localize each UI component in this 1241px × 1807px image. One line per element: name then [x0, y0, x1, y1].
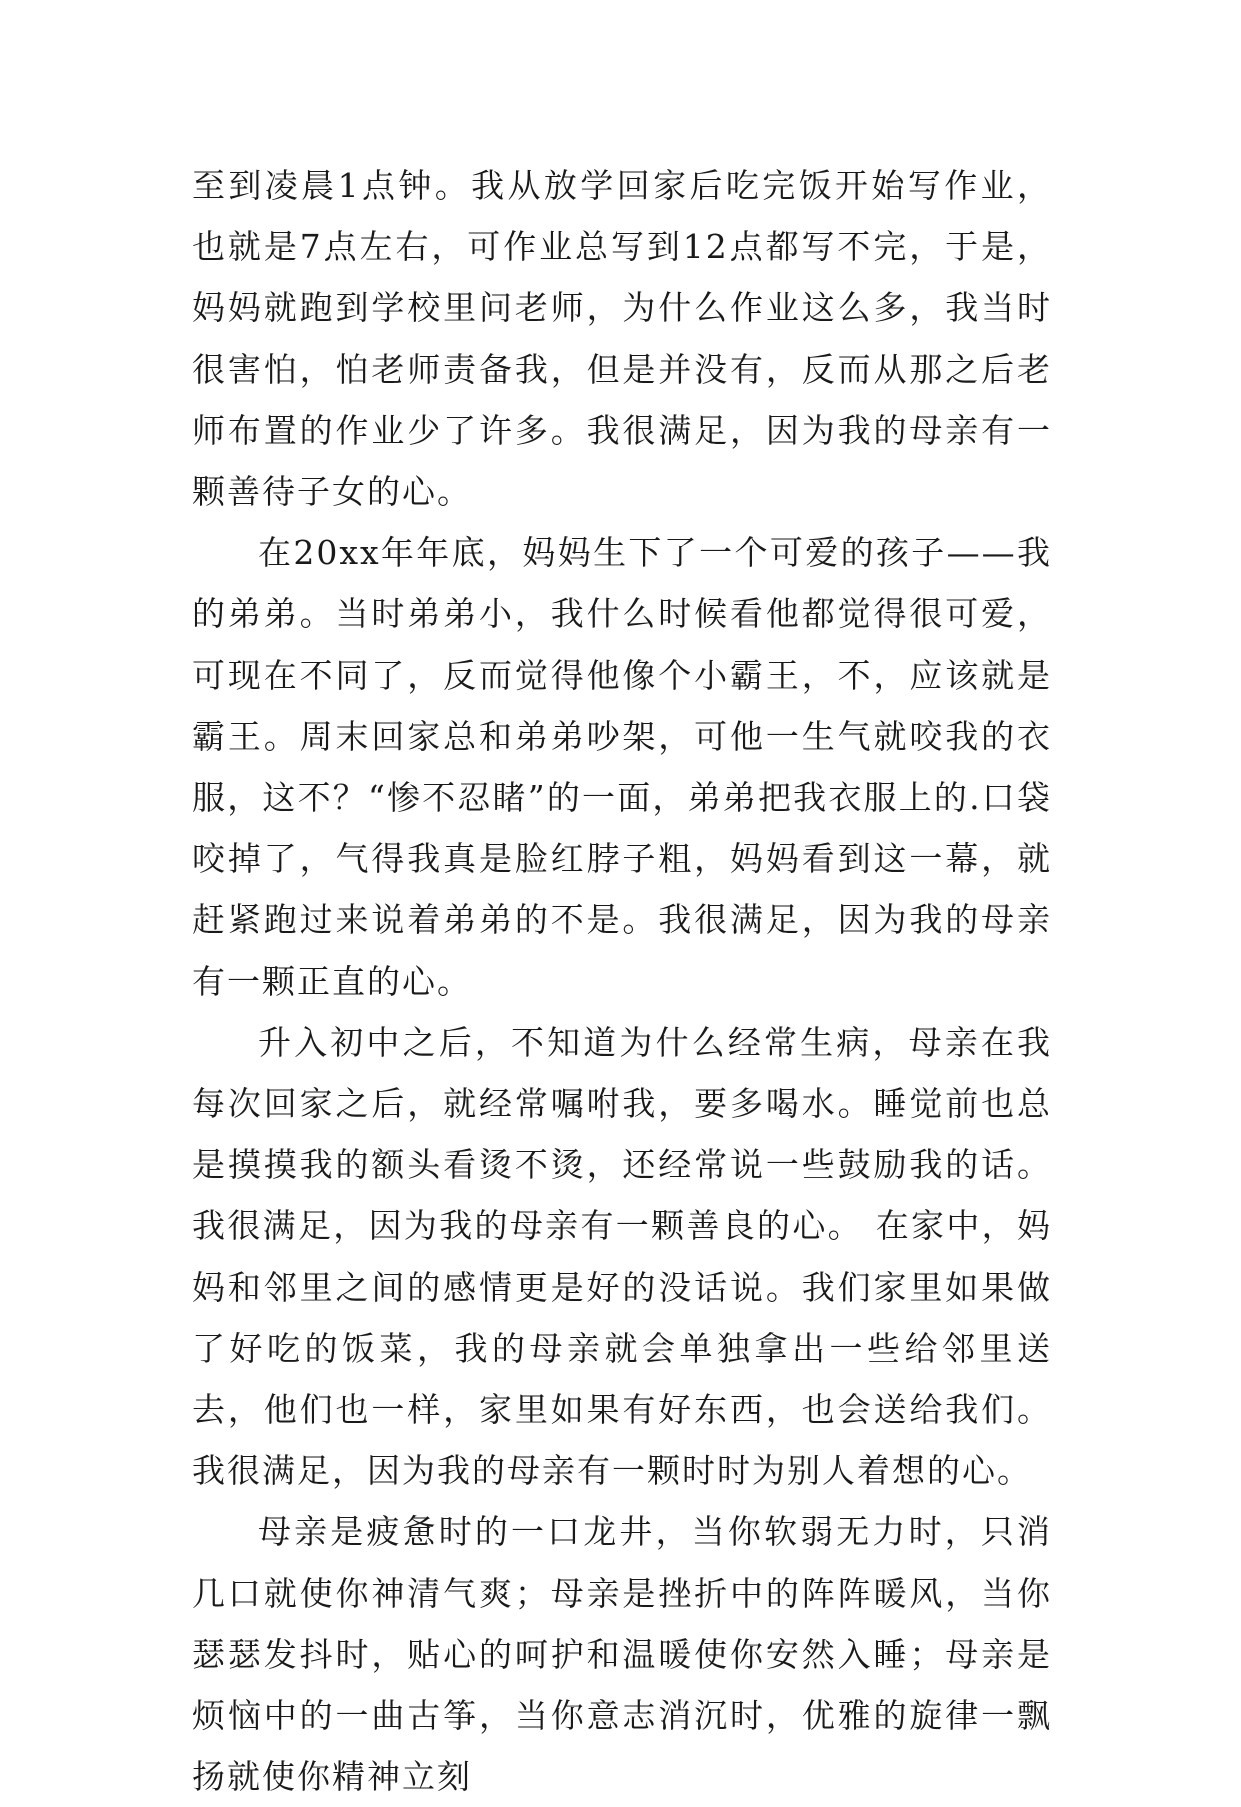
- paragraph-3: 升入初中之后，不知道为什么经常生病，母亲在我每次回家之后，就经常嘱咐我，要多喝水。睡觉前也总是摸摸我的额头看烫不烫，还经常说一些鼓励我的话。我很满足，因为我的母亲有一颗善良的心。 在家中，妈妈和邻里之间的感情更是好的没话说。我们家里如果做了好吃的饭菜，我的母亲就会单独拿出一些给邻里送去，他们也一样，家里如果有好东西，也会送给我们。我很满足，因为我的母亲有一颗时时为别人着想的心。: [192, 1022, 1052, 1491]
- body-text: [192, 155, 1052, 1807]
- paragraph-2: 在20xx年年底，妈妈生下了一个可爱的孩子——我的弟弟。当时弟弟小，我什么时候看他都觉得很可爱，可现在不同了，反而觉得他像个小霸王，不，应该就是霸王。周末回家总和弟弟吵架，可他一生气就咬我的衣服，这不？“惨不忍睹”的一面，弟弟把我衣服上的.口袋咬掉了，气得我真是脸红脖子粗，妈妈看到这一幕，就赶紧跑过来说着弟弟的不是。我很满足，因为我的母亲有一颗正直的心。: [192, 533, 1052, 1001]
- paragraph-4: 母亲是疲惫时的一口龙井，当你软弱无力时，只消几口就使你神清气爽；母亲是挫折中的阵阵暖风，当你瑟瑟发抖时，贴心的呵护和温暖使你安然入睡；母亲是烦恼中的一曲古筝，当你意志消沉时，优雅的旋律一飘扬就使你精神立刻: [192, 1512, 1052, 1797]
- paragraph-1: 至到凌晨1点钟。我从放学回家后吃完饭开始写作业，也就是7点左右，可作业总写到12点都写不完，于是，妈妈就跑到学校里问老师，为什么作业这么多，我当时很害怕，怕老师责备我，但是并没有，反而从那之后老师布置的作业少了许多。我很满足，因为我的母亲有一颗善待子女的心。: [192, 166, 1052, 512]
